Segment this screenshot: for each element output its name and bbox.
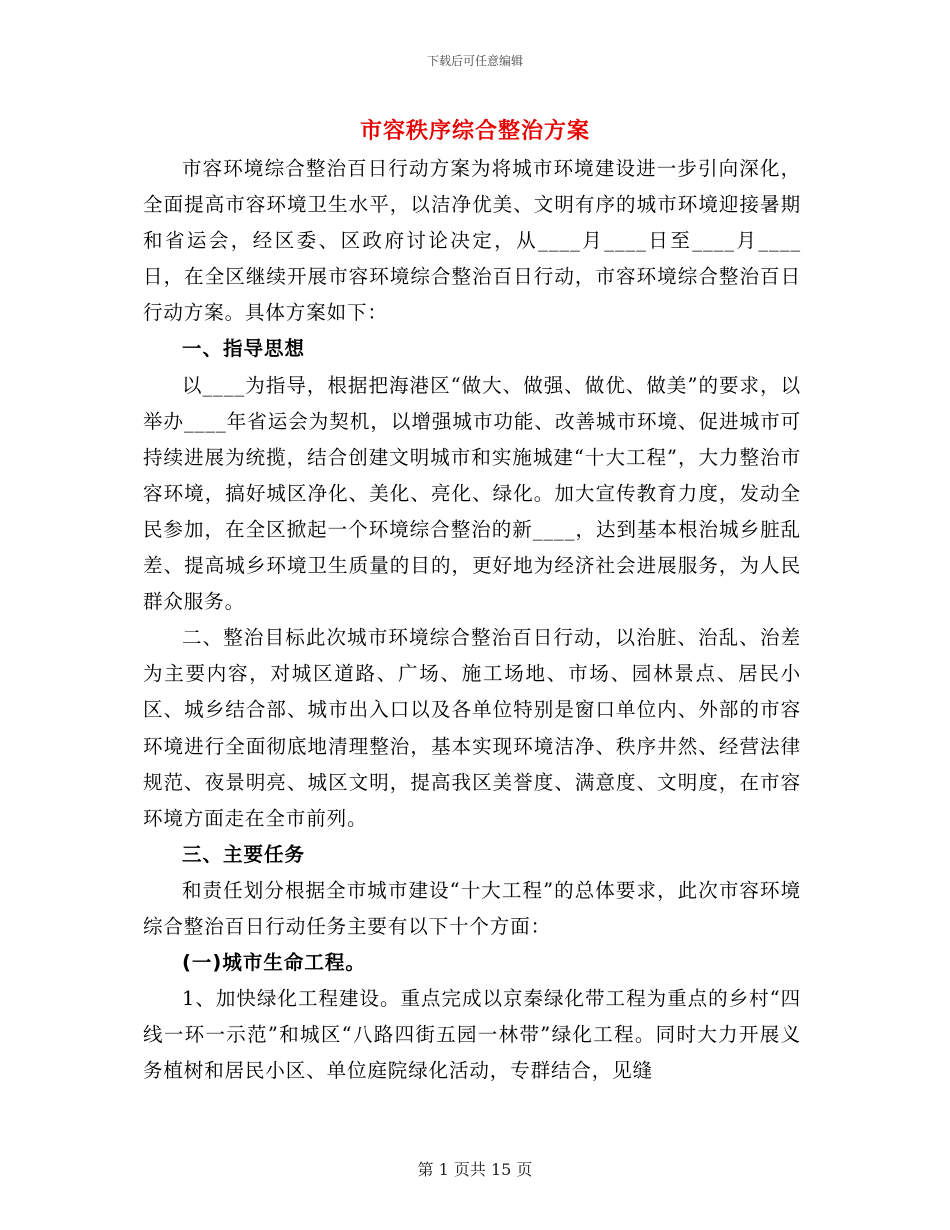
paragraph-greening: 1、加快绿化工程建设。重点完成以京秦绿化带工程为重点的乡村“四线一环一示范”和城区“八路四街五园一林带”绿化工程。同时大力开展义务植树和居民小区、单位庭院绿化活动，专群结合，见缝 — [143, 987, 801, 1083]
paragraph-goals: 二、整治目标此次城市环境综合整治百日行动，以治脏、治乱、治差为主要内容，对城区道路、广场、施工场地、市场、园林景点、居民小区、城乡结合部、城市出入口以及各单位特别是窗口单位内、外部的市容环境进行全面彻底地清理整治，基本实现环境洁净、秩序井然、经营法律规范、夜景明亮、城区文明，提高我区美誉度、满意度、文明度，在市容环境方面走在全市前列。 — [143, 626, 801, 830]
header-note: 下载后可任意编辑 — [426, 54, 523, 68]
paragraph-intro: 市容环境综合整治百日行动方案为将城市环境建设进一步引向深化，全面提高市容环境卫生水平，以洁净优美、文明有序的城市环境迎接暑期和省运会，经区委、区政府讨论决定，从____月____日至____月____日，在全区继续开展市容环境综合整治百日行动，市容环境综合整治百日行动方案。具体方案如下： — [143, 157, 801, 325]
section-heading-main-tasks: 三、主要任务 — [182, 842, 306, 866]
paragraph-tasks-intro: 和责任划分根据全市城市建设“十大工程”的总体要求，此次市容环境综合整治百日行动任务主要有以下十个方面： — [143, 878, 801, 938]
document-body — [143, 151, 801, 1089]
subsection-heading-city-life-project: (一)城市生命工程。 — [182, 951, 366, 975]
section-heading-guiding-ideology: 一、指导思想 — [182, 337, 306, 361]
document-title: 市容秩序综合整治方案 — [359, 119, 590, 144]
paragraph-guiding-ideology: 以____为指导，根据把海港区“做大、做强、做优、做美”的要求，以举办____年省运会为契机，以增强城市功能、改善城市环境、促进城市可持续进展为统揽，结合创建文明城市和实施城建“十大工程”，大力整治市容环境，搞好城区净化、美化、亮化、绿化。加大宣传教育力度，发动全民参加，在全区掀起一个环境综合整治的新____，达到基本根治城乡脏乱差、提高城乡环境卫生质量的目的，更好地为经济社会进展服务，为人民群众服务。 — [143, 373, 801, 614]
page-number: 第 1 页共 15 页 — [417, 1160, 533, 1179]
